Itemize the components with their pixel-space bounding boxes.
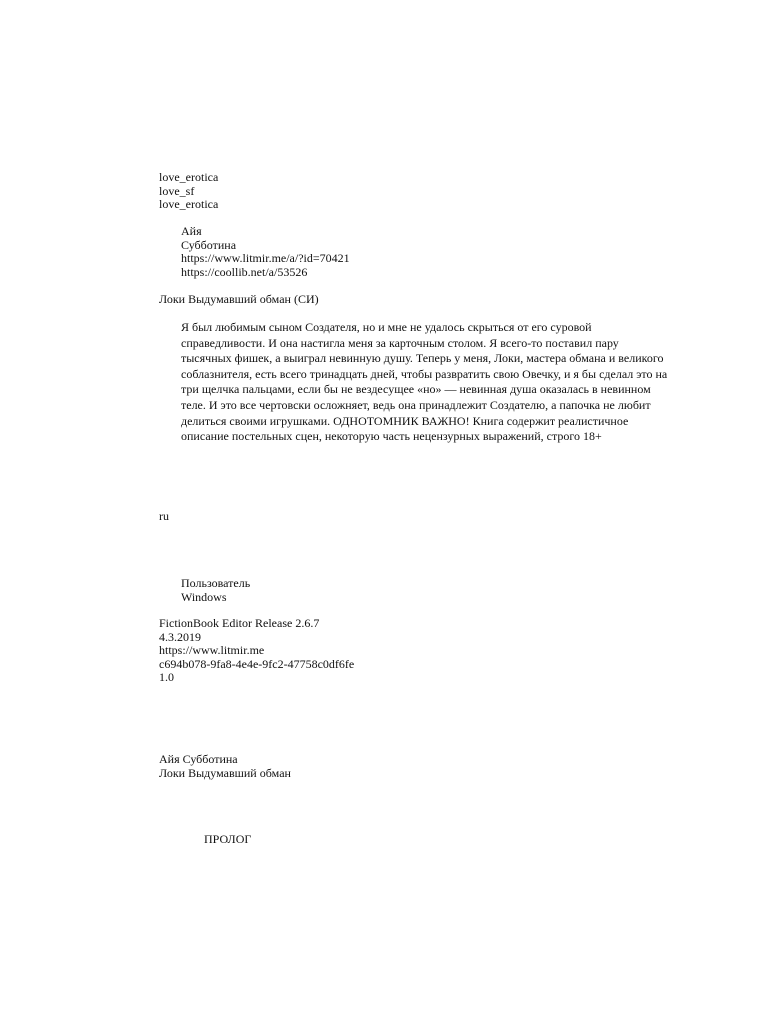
genre: love_erotica — [159, 197, 219, 211]
genre: love_sf — [159, 183, 195, 198]
author-first-name: Айя — [181, 224, 202, 238]
author-block — [181, 225, 350, 279]
document-author-last-name: Windows — [181, 589, 227, 604]
section-title: ПРОЛОГ — [204, 832, 252, 846]
book-title: Локи Выдумавший обман (СИ) — [159, 292, 319, 306]
document-author-first-name: Пользователь — [181, 576, 251, 590]
body-author: Айя Субботина — [159, 752, 238, 766]
body-title-block — [159, 753, 291, 780]
document-date: 4.3.2019 — [159, 629, 201, 644]
body-title: Локи Выдумавший обман — [159, 765, 291, 780]
document-version: 1.0 — [159, 670, 174, 684]
genre-list — [159, 171, 218, 212]
author-link: https://www.litmir.me/a/?id=70421 — [181, 251, 350, 265]
source-url: https://www.litmir.me — [159, 643, 265, 657]
genre: love_erotica — [159, 170, 219, 184]
document-author-block — [181, 577, 250, 604]
document-info-block — [159, 617, 354, 685]
author-link: https://coollib.net/a/53526 — [181, 264, 308, 279]
annotation: Я был любимым сыном Создателя, но и мне не удалось скрыться от его суровой справедливости. И она настигла меня за карточным столом. Я всего-то поставил пару тысячных фишек, а выиграл невинную душу. Теперь у меня, Локи, мастера обмана и великого соблазнителя, есть всего тринадцать дней, чтобы развратить свою Овечку, и я бы сделал это на три щелчка пальцами, если бы не вездесущее «но» — невинная душа оказалась в невинном теле. И это все чертовски осложняет, ведь она принадлежит Создателю, а папочка не любит делиться своими игрушками. ОДНОТОМНИК ВАЖНО! Книга содержит реалистичное описание постельных сцен, некоторую часть нецензурных выражений, строго 18+ — [181, 320, 668, 444]
program-used: FictionBook Editor Release 2.6.7 — [159, 616, 320, 630]
language: ru — [159, 509, 169, 523]
document-id: c694b078-9fa8-4e4e-9fc2-47758c0df6fe — [159, 656, 355, 671]
author-last-name: Субботина — [181, 237, 237, 252]
